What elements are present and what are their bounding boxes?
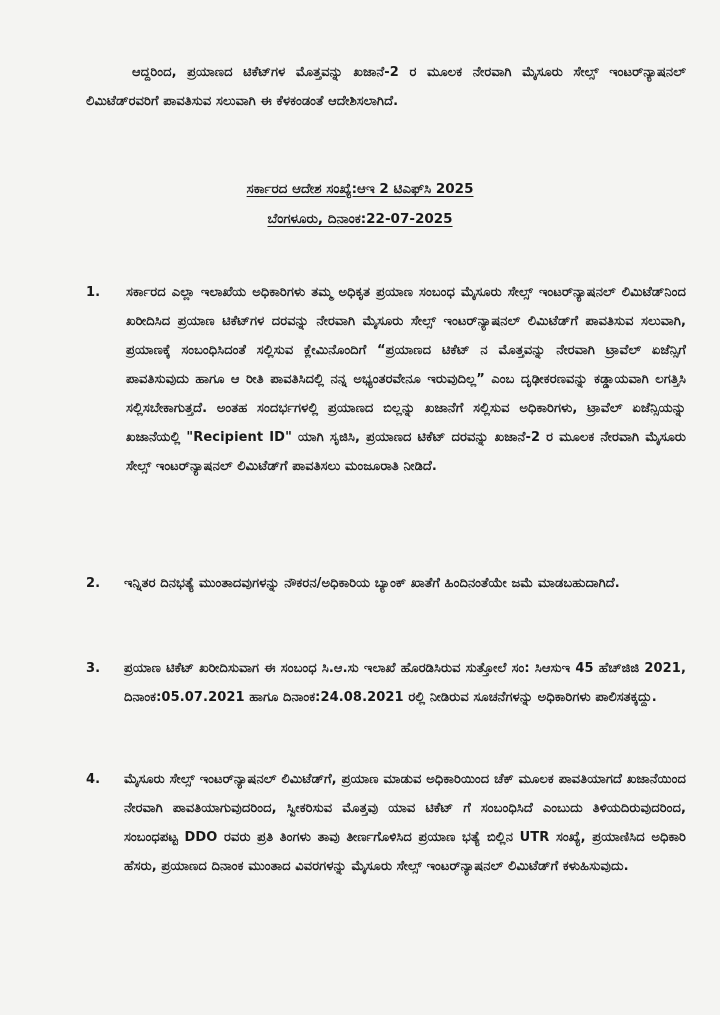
order-number: ಸರ್ಕಾರದ ಆದೇಶ ಸಂಖ್ಯೆ:ಆಇ 2 ಟಿಎಫ್‌ಸಿ 2025 bbox=[246, 181, 474, 197]
item-number: 1. bbox=[86, 285, 101, 300]
item-text: ಸರ್ಕಾರದ ಎಲ್ಲಾ ಇಲಾಖೆಯ ಅಧಿಕಾರಿಗಳು ತಮ್ಮ ಅಧಿಕೃತ ಪ್ರಯಾಣ ಸಂಬಂಧ ಮೈಸೂರು ಸೇಲ್ಸ್ ಇಂಟರ್‌ನ್ಯಾಷನಲ್ ಲಿಮಿಟೆಡ್‌ನಿಂದ ಖರೀದಿಸಿದ ಪ್ರಯಾಣ ಟಿಕೆಟ್‌ಗಳ ದರವನ್ನು ನೇರವಾಗಿ ಮೈಸೂರು ಸೇಲ್ಸ್ ಇಂಟರ್‌ನ್ಯಾಷನಲ್ ಲಿಮಿಟೆಡ್‌ಗೆ ಪಾವತಿಸುವ ಸಲುವಾಗಿ, ಪ್ರಯಾಣಕ್ಕೆ ಸಂಬಂಧಿಸಿದಂತೆ ಸಲ್ಲಿಸುವ ಕ್ಲೇಮಿನೊಂದಿಗೆ “ಪ್ರಯಾಣದ ಟಿಕೆಟ್ ನ ಮೊತ್ತವನ್ನು ನೇರವಾಗಿ ಟ್ರಾವೆಲ್ ಏಜೆನ್ಸಿಗೆ ಪಾವತಿಸುವುದು ಹಾಗೂ ಆ ರೀತಿ ಪಾವತಿಸಿದಲ್ಲಿ ನನ್ನ ಅಭ್ಯಂತರವೇನೂ ಇರುವುದಿಲ್ಲ” ಎಂಬ ದೃಢೀಕರಣವನ್ನು ಕಡ್ಡಾಯವಾಗಿ ಲಗತ್ತಿಸಿ ಸಲ್ಲಿಸಬೇಕಾಗುತ್ತದೆ. ಅಂತಹ ಸಂದರ್ಭಗಳಲ್ಲಿ ಪ್ರಯಾಣದ ಬಿಲ್ಲನ್ನು ಖಜಾನೆಗೆ ಸಲ್ಲಿಸುವ ಅಧಿಕಾರಿಗಳು, ಟ್ರಾವೆಲ್ ಏಜೆನ್ಸಿಯನ್ನು ಖಜಾನೆಯಲ್ಲಿ "Recipient ID" ಯಾಗಿ ಸೃಜಿಸಿ, ಪ್ರಯಾಣದ ಟಿಕೆಟ್ ದರವನ್ನು ಖಜಾನೆ-2 ರ ಮೂಲಕ ನೇರವಾಗಿ ಮೈಸೂರು ಸೇಲ್ಸ್ ಇಂಟರ್‌ನ್ಯಾಷನಲ್ ಲಿಮಿಟೆಡ್‌ಗೆ ಪಾವತಿಸಲು ಮಂಜೂರಾತಿ ನೀಡಿದೆ. bbox=[126, 285, 686, 474]
item-text: ಪ್ರಯಾಣ ಟಿಕೆಟ್ ಖರೀದಿಸುವಾಗ ಈ ಸಂಬಂಧ ಸಿ.ಆ.ಸು ಇಲಾಖೆ ಹೊರಡಿಸಿರುವ ಸುತ್ತೋಲೆ ಸಂ: ಸಿಆಸುಇ 45 ಹೆಚ್‌ಜಿಜಿ 2021, ದಿನಾಂಕ:05.07.2021 ಹಾಗೂ ದಿನಾಂಕ:24.08.2021 ರಲ್ಲಿ ನೀಡಿರುವ ಸೂಚನೆಗಳನ್ನು ಅಧಿಕಾರಿಗಳು ಪಾಲಿಸತಕ್ಕದ್ದು. bbox=[124, 661, 686, 705]
item-number: 3. bbox=[86, 661, 101, 676]
place-date: ಬೆಂಗಳೂರು, ದಿನಾಂಕ:22-07-2025 bbox=[267, 211, 453, 227]
intro-paragraph: ಆದ್ದರಿಂದ, ಪ್ರಯಾಣದ ಟಿಕೆಟ್‌ಗಳ ಮೊತ್ತವನ್ನು ಖಜಾನೆ-2 ರ ಮೂಲಕ ನೇರವಾಗಿ ಮೈಸೂರು ಸೇಲ್ಸ್ ಇಂಟರ್‌ನ್ಯಾಷನಲ್ ಲಿಮಿಟೆಡ್‌ರವರಿಗೆ ಪಾವತಿಸುವ ಸಲುವಾಗಿ ಈ ಕೆಳಕಂಡಂತೆ ಆದೇಶಿಸಲಾಗಿದೆ. bbox=[86, 65, 686, 109]
item-number: 4. bbox=[86, 772, 101, 787]
order-item-1 bbox=[86, 278, 686, 481]
item-number: 2. bbox=[86, 576, 101, 591]
order-item-3 bbox=[86, 654, 686, 712]
order-item-4 bbox=[86, 765, 686, 881]
order-number-heading bbox=[0, 181, 720, 197]
place-date-heading bbox=[0, 211, 720, 227]
order-item-2 bbox=[86, 569, 686, 598]
item-text: ಮೈಸೂರು ಸೇಲ್ಸ್ ಇಂಟರ್‌ನ್ಯಾಷನಲ್ ಲಿಮಿಟೆಡ್‌ಗೆ, ಪ್ರಯಾಣ ಮಾಡುವ ಅಧಿಕಾರಿಯಿಂದ ಚೆಕ್ ಮೂಲಕ ಪಾವತಿಯಾಗದೆ ಖಜಾನೆಯಿಂದ ನೇರವಾಗಿ ಪಾವತಿಯಾಗುವುದರಿಂದ, ಸ್ವೀಕರಿಸುವ ಮೊತ್ತವು ಯಾವ ಟಿಕೆಟ್ ಗೆ ಸಂಬಂಧಿಸಿದೆ ಎಂಬುದು ತಿಳಿಯದಿರುವುದರಿಂದ, ಸಂಬಂಧಪಟ್ಟ DDO ರವರು ಪ್ರತಿ ತಿಂಗಳು ತಾವು ತೀರ್ಣಗೊಳಿಸಿದ ಪ್ರಯಾಣ ಭತ್ಯೆ ಬಿಲ್ಲಿನ UTR ಸಂಖ್ಯೆ, ಪ್ರಯಾಣಿಸಿದ ಅಧಿಕಾರಿ ಹೆಸರು, ಪ್ರಯಾಣದ ದಿನಾಂಕ ಮುಂತಾದ ವಿವರಗಳನ್ನು ಮೈಸೂರು ಸೇಲ್ಸ್ ಇಂಟರ್‌ನ್ಯಾಷನಲ್ ಲಿಮಿಟೆಡ್‌ಗೆ ಕಳುಹಿಸುವುದು. bbox=[124, 772, 686, 874]
item-text: ಇನ್ನಿತರ ದಿನಭತ್ಯೆ ಮುಂತಾದವುಗಳನ್ನು ನೌಕರನ/ಅಧಿಕಾರಿಯ ಬ್ಯಾಂಕ್ ಖಾತೆಗೆ ಹಿಂದಿನಂತೆಯೇ ಜಮೆ ಮಾಡಬಹುದಾಗಿದೆ. bbox=[124, 576, 620, 591]
